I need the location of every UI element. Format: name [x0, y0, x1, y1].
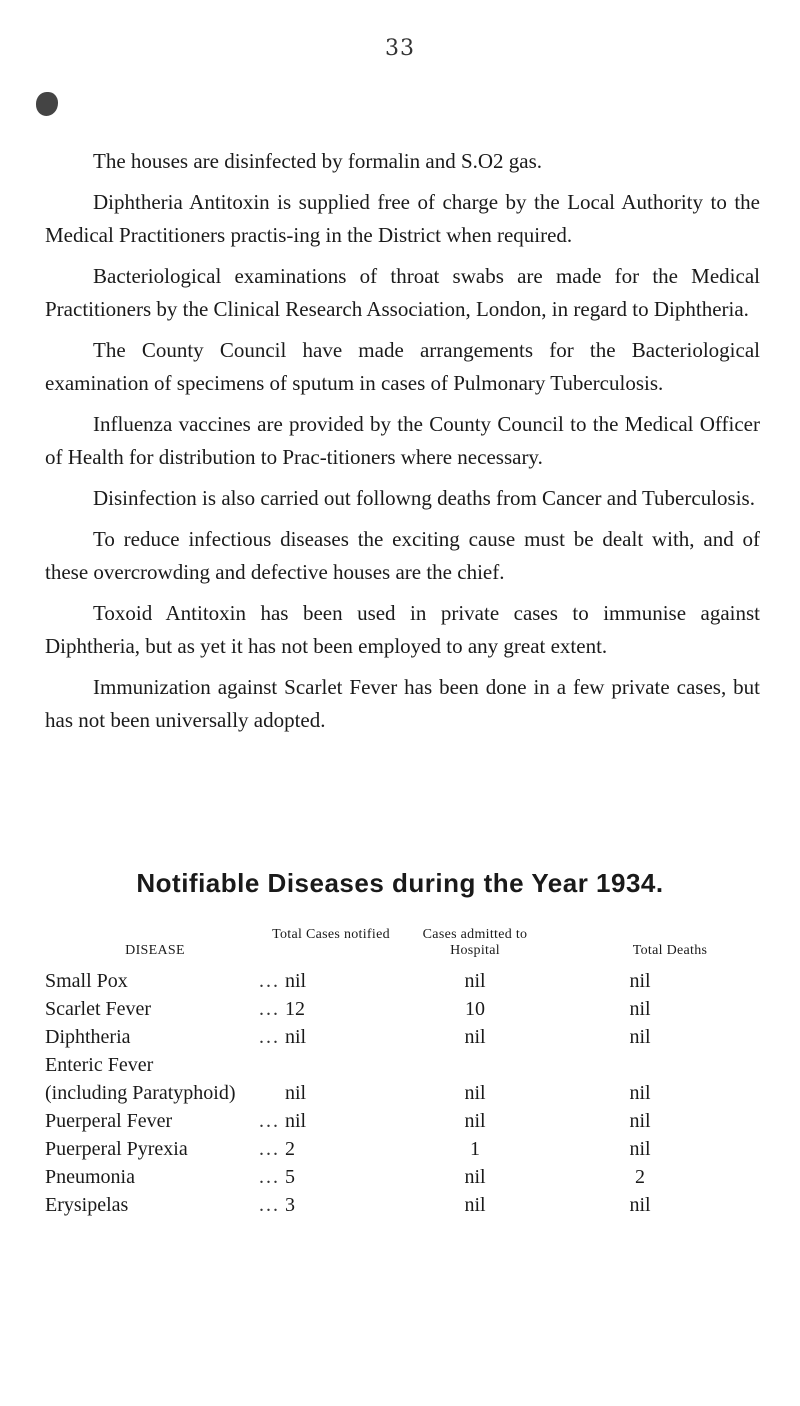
cell-disease: Puerperal Fever [45, 1110, 173, 1132]
cell-disease: Puerperal Pyrexia [45, 1138, 188, 1160]
body-text [45, 145, 760, 745]
header-hospital: Cases admitted to Hospital [422, 927, 528, 958]
paragraph: Disinfection is also carried out followng deaths from Cancer and Tuberculosis. [93, 486, 755, 510]
cell-notified: 2 [285, 1138, 295, 1160]
table-row [45, 967, 775, 995]
cell-disease: Scarlet Fever [45, 998, 152, 1020]
cell-notified: 3 [285, 1194, 295, 1216]
cell-disease: Pneumonia [45, 1166, 135, 1188]
cell-hospital: nil [464, 1194, 486, 1216]
cell-deaths: nil [629, 998, 651, 1020]
ink-blot-mark [36, 92, 58, 116]
cell-hospital: nil [464, 970, 486, 992]
cell-notified: nil [285, 1110, 307, 1132]
cell-disease: Erysipelas [45, 1194, 129, 1216]
table-row [45, 1191, 775, 1219]
paragraph: Diphtheria Antitoxin is supplied free of charge by the Local Authority to the Medical Practitioners practis-ing in the District when required. [45, 190, 760, 247]
cell-hospital: nil [464, 1166, 486, 1188]
cell-disease: Enteric Fever [45, 1054, 154, 1076]
header-notified: Total Cases notified [272, 927, 390, 942]
paragraph: The County Council have made arrangements for the Bacteriological examination of specimens of sputum in cases of Pulmonary Tuberculosis. [45, 338, 760, 395]
paragraph: Bacteriological examinations of throat swabs are made for the Medical Practitioners by the Clinical Research Association, London, in regard to Diphtheria. [45, 264, 760, 321]
cell-hospital: nil [464, 1082, 486, 1104]
table-row [45, 1023, 775, 1051]
leader-dots: ... [259, 1166, 280, 1188]
table-row [45, 1135, 775, 1163]
table-row [45, 1107, 775, 1135]
leader-dots: ... [259, 1026, 280, 1048]
cell-deaths: nil [629, 1026, 651, 1048]
disease-table [45, 925, 775, 1219]
cell-deaths: nil [629, 1194, 651, 1216]
cell-notified: nil [285, 970, 307, 992]
leader-dots: ... [259, 1138, 280, 1160]
leader-dots: ... [259, 970, 280, 992]
table-row [45, 995, 775, 1023]
table-title: Notifiable Diseases during the Year 1934. [136, 868, 664, 898]
header-deaths: Total Deaths [632, 943, 708, 958]
leader-dots: ... [259, 998, 280, 1020]
cell-disease-line2: (including Paratyphoid) [45, 1082, 236, 1104]
cell-notified: 12 [285, 998, 305, 1020]
cell-notified: 5 [285, 1166, 295, 1188]
header-disease: DISEASE [125, 943, 185, 958]
cell-deaths: nil [629, 970, 651, 992]
leader-dots: ... [259, 1194, 280, 1216]
cell-notified: nil [285, 1026, 307, 1048]
cell-deaths: 2 [635, 1166, 645, 1188]
cell-notified: nil [285, 1082, 307, 1104]
page-number: 33 [385, 36, 415, 61]
leader-dots: ... [259, 1110, 280, 1132]
paragraph: Toxoid Antitoxin has been used in private cases to immunise against Diphtheria, but as yet it has not been employed to any great extent. [45, 601, 760, 658]
cell-hospital: nil [464, 1026, 486, 1048]
paragraph: Influenza vaccines are provided by the County Council to the Medical Officer of Health for distribution to Prac-titioners where necessary. [45, 412, 760, 469]
cell-deaths: nil [629, 1082, 651, 1104]
cell-hospital: 10 [465, 998, 485, 1020]
table-header [45, 925, 775, 967]
paragraph: Immunization against Scarlet Fever has been done in a few private cases, but has not been universally adopted. [45, 675, 760, 732]
table-row [45, 1163, 775, 1191]
cell-disease: Diphtheria [45, 1026, 131, 1048]
paragraph: To reduce infectious diseases the exciting cause must be dealt with, and of these overcrowding and defective houses are the chief. [45, 527, 760, 584]
cell-deaths: nil [629, 1110, 651, 1132]
paragraph: The houses are disinfected by formalin and S.O2 gas. [93, 149, 543, 173]
cell-disease: Small Pox [45, 970, 128, 992]
cell-deaths: nil [629, 1138, 651, 1160]
cell-hospital: nil [464, 1110, 486, 1132]
cell-hospital: 1 [470, 1138, 480, 1160]
table-row [45, 1051, 775, 1107]
